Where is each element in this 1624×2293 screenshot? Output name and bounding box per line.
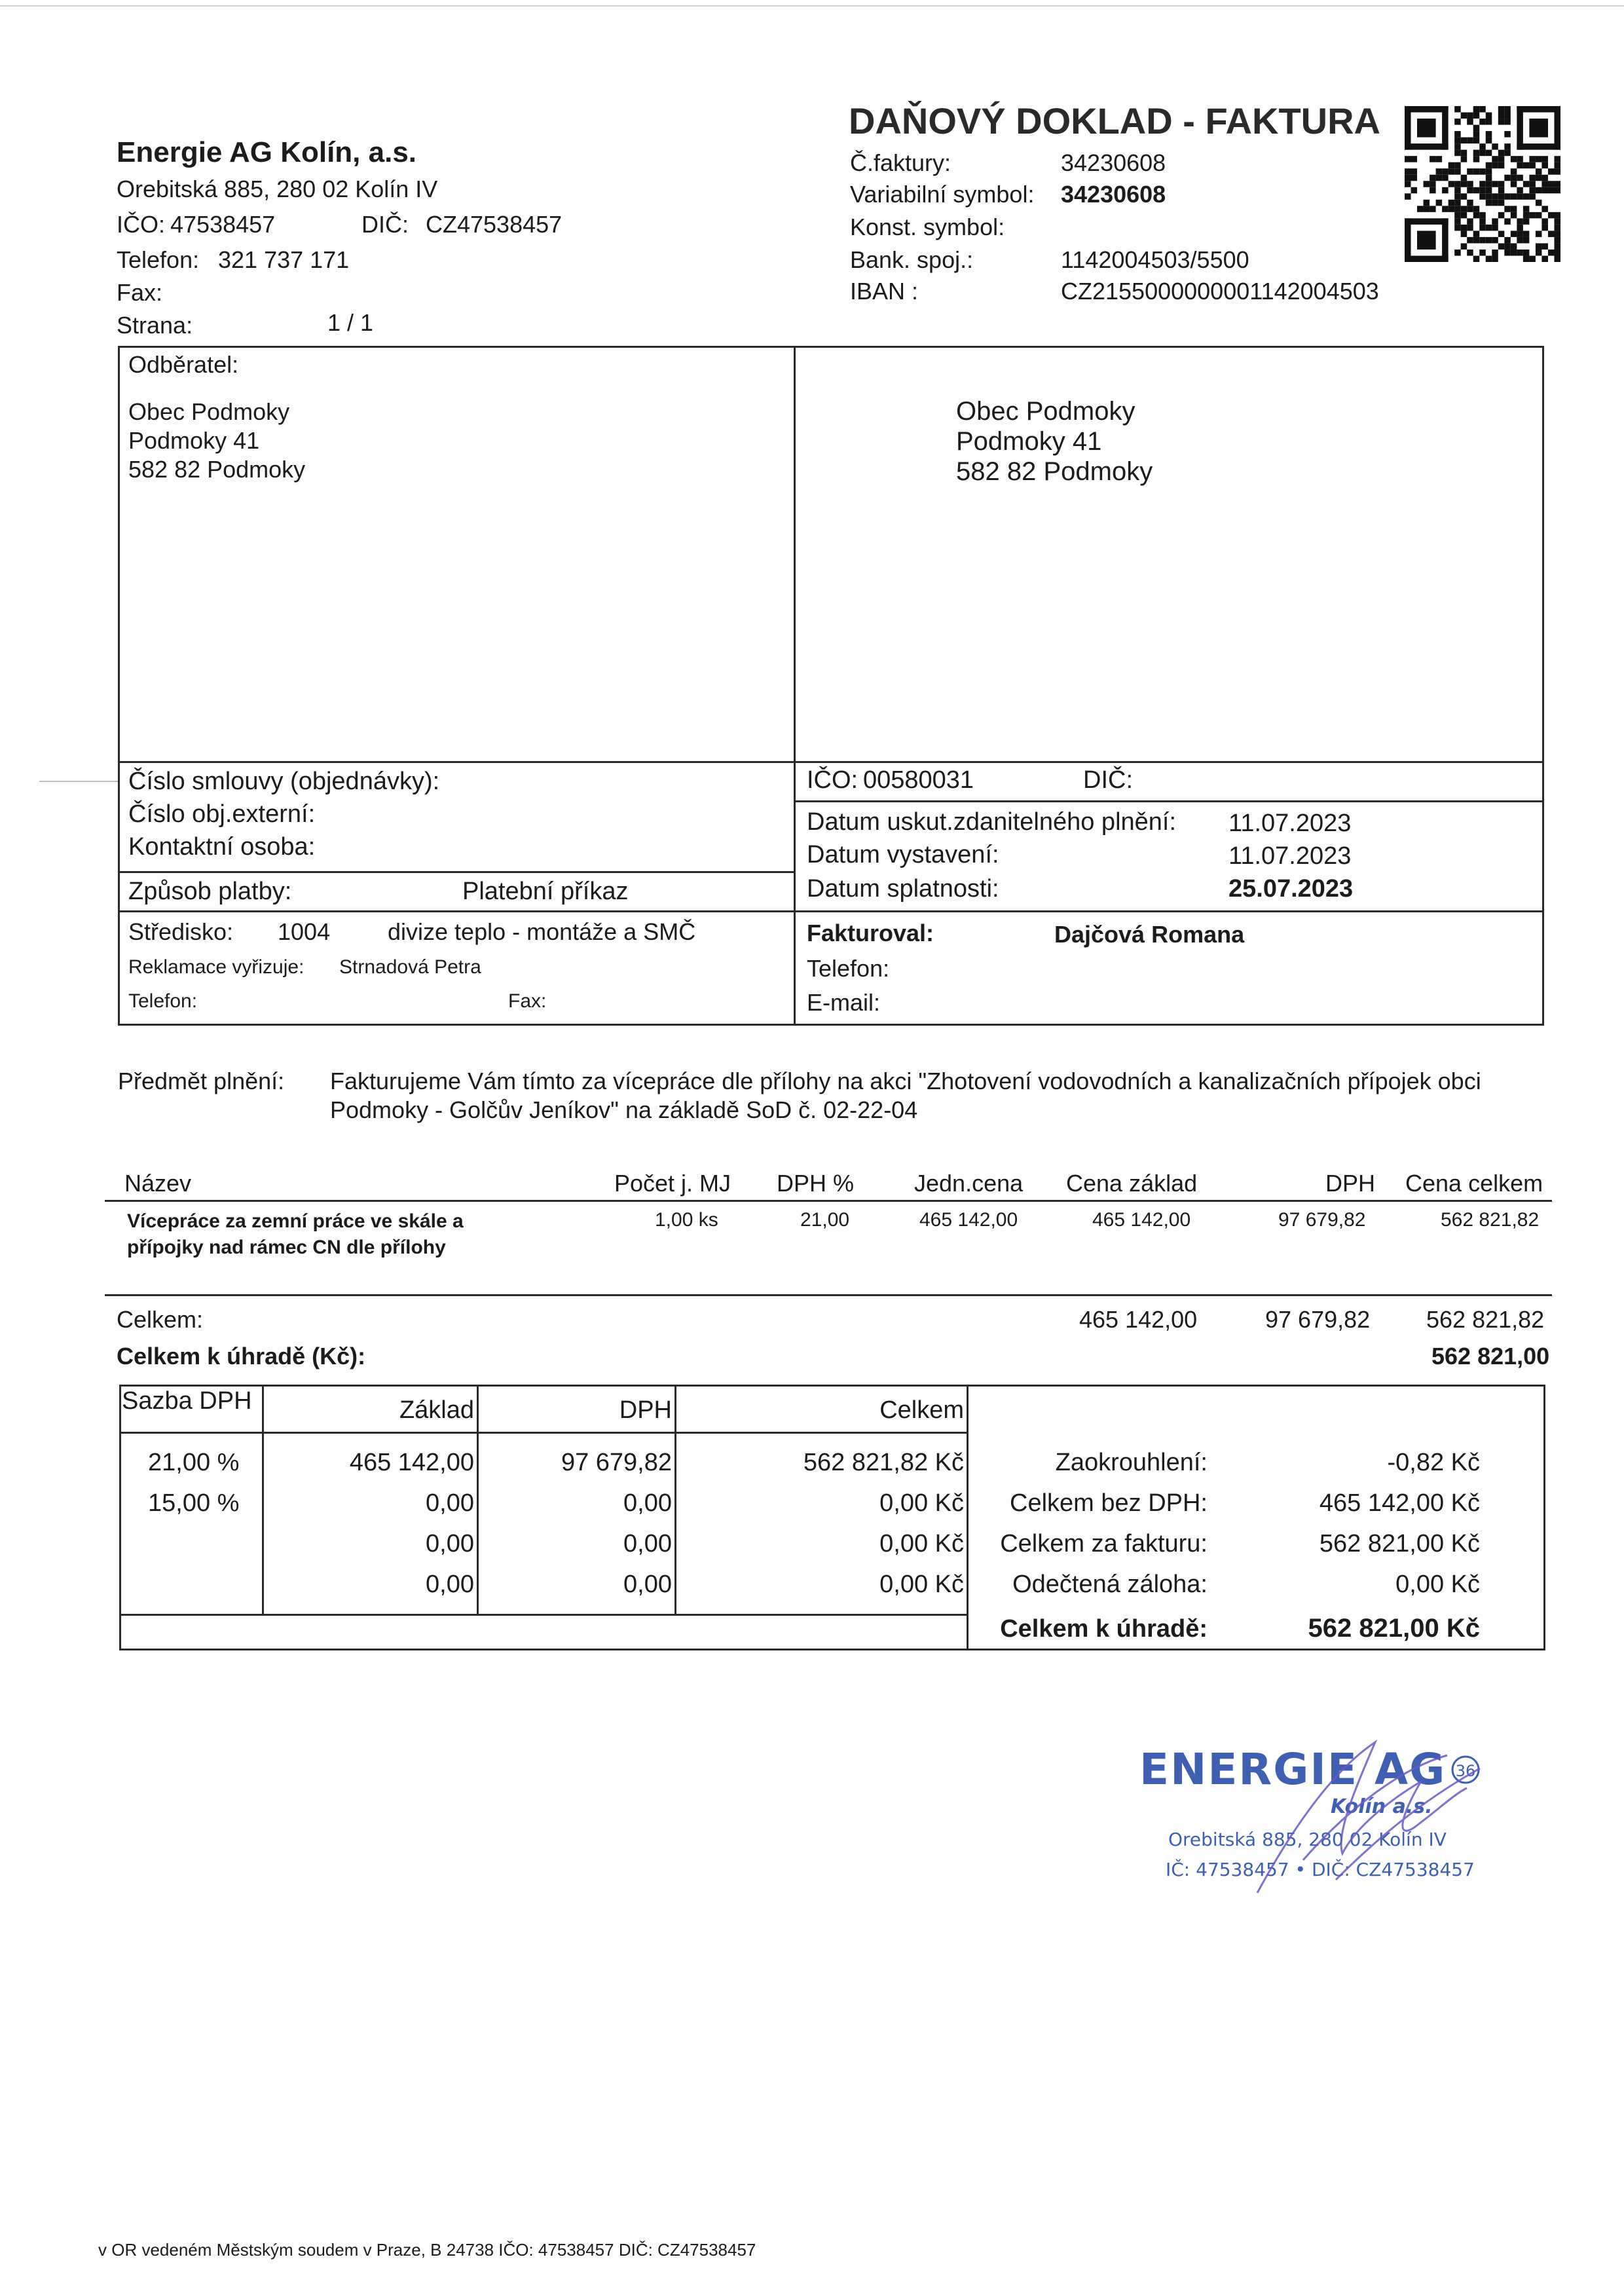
col-qty-header: Počet j. MJ: [614, 1170, 731, 1197]
col-total-header: Cena celkem: [1405, 1170, 1543, 1197]
vat-row-base: 0,00: [426, 1489, 474, 1517]
vat-table-bottom-left-line: [119, 1614, 968, 1616]
contact-label: Kontaktní osoba:: [128, 833, 316, 861]
vat-table-header-line: [119, 1432, 968, 1434]
final-to-pay-value: 562 821,00 Kč: [1308, 1614, 1480, 1643]
supplier-ico: 47538457: [170, 211, 276, 238]
vat-row-vat: 97 679,82: [561, 1449, 672, 1476]
vat-col-divider-4: [967, 1385, 969, 1650]
vat-row-rate: 21,00 %: [148, 1449, 240, 1476]
no-vat-label: Celkem bez DPH:: [1010, 1489, 1208, 1517]
vat-row-rate: 15,00 %: [148, 1489, 240, 1517]
invoice-number: 34230608: [1061, 149, 1166, 176]
center-name: divize teplo - montáže a SMČ: [388, 918, 696, 945]
vat-col-divider-3: [674, 1385, 676, 1615]
subject-line1: Fakturujeme Vám tímto za vícepráce dle přílohy na akci "Zhotovení vodovodních a kanalizačních přípojek obci: [330, 1068, 1481, 1094]
supplier-dic-label: DIČ:: [361, 211, 409, 238]
rounding-label: Zaokrouhlení:: [1055, 1449, 1208, 1476]
footer-registration: v OR vedeném Městským soudem v Praze, B 24738 IČO: 47538457 DIČ: CZ47538457: [98, 2240, 756, 2260]
vat-vat-header: DPH: [619, 1396, 672, 1424]
page-label: Strana:: [117, 312, 193, 339]
col-base-header: Cena základ: [1066, 1170, 1198, 1197]
info-right-sub-line: [794, 800, 1544, 802]
customer-line1: Obec Podmoky: [128, 398, 290, 425]
col-name-header: Název: [124, 1170, 192, 1197]
bank-label: Bank. spoj.:: [850, 246, 974, 273]
left-phone-label: Telefon:: [128, 990, 198, 1012]
right-email-label: E-mail:: [807, 989, 881, 1016]
iban-label: IBAN :: [850, 278, 919, 305]
left-fax-label: Fax:: [508, 990, 547, 1012]
supplier-address: Orebitská 885, 280 02 Kolín IV: [117, 176, 438, 202]
no-vat-value: 465 142,00 Kč: [1319, 1489, 1480, 1517]
vat-row-total: 562 821,82 Kč: [803, 1449, 964, 1476]
item-total: 562 821,82: [1441, 1209, 1540, 1231]
address-left-cut: [39, 781, 118, 782]
variable-symbol: 34230608: [1061, 181, 1166, 208]
vat-row-base: 0,00: [426, 1530, 474, 1557]
bank-account: 1142004503/5500: [1061, 246, 1249, 273]
item-vat-pct: 21,00: [800, 1209, 850, 1231]
invoiced-by-label: Fakturoval:: [807, 920, 934, 946]
supplier-dic: CZ47538457: [426, 211, 563, 238]
center-top-line: [118, 910, 1544, 912]
page-number: 1 / 1: [327, 309, 374, 336]
to-pay-kc-label: Celkem k úhradě (Kč):: [117, 1343, 366, 1370]
invoice-number-label: Č.faktury:: [850, 149, 951, 176]
items-header-line: [105, 1200, 1552, 1202]
vat-rate-header: Sazba DPH: [122, 1387, 252, 1415]
items-total-base: 465 142,00: [1079, 1306, 1198, 1333]
vat-row-total: 0,00 Kč: [879, 1530, 964, 1557]
vat-col-divider-2: [477, 1385, 479, 1615]
variable-symbol-label: Variabilní symbol:: [850, 181, 1035, 208]
vat-row-total: 0,00 Kč: [879, 1489, 964, 1517]
supplier-fax-label: Fax:: [117, 279, 163, 306]
svg-text:Kolín a.s.: Kolín a.s.: [1331, 1795, 1433, 1818]
invoiced-by: Dajčová Romana: [1054, 921, 1245, 948]
contract-label: Číslo smlouvy (objednávky):: [128, 768, 440, 795]
supplier-phone-label: Telefon:: [117, 246, 200, 273]
date-due-label: Datum splatnosti:: [807, 875, 999, 903]
delivery-line2: Podmoky 41: [956, 427, 1102, 456]
top-scan-line: [0, 5, 1624, 7]
customer-line2: Podmoky 41: [128, 427, 260, 454]
vat-row-base: 465 142,00: [349, 1449, 474, 1476]
delivery-line3: 582 82 Podmoky: [956, 457, 1153, 486]
supplier-phone: 321 737 171: [218, 246, 350, 273]
document-title: DAŇOVÝ DOKLAD - FAKTURA: [849, 100, 1380, 141]
svg-text:ENERGIE AG: ENERGIE AG: [1139, 1744, 1447, 1795]
date-issued: 11.07.2023: [1228, 842, 1352, 870]
customer-line3: 582 82 Podmoky: [128, 456, 306, 483]
address-divider: [794, 346, 796, 1026]
to-pay-kc: 562 821,00: [1431, 1343, 1550, 1370]
items-total-label: Celkem:: [117, 1306, 204, 1333]
date-issued-label: Datum vystavení:: [807, 841, 999, 868]
items-total-vat: 97 679,82: [1265, 1306, 1371, 1333]
item-vat: 97 679,82: [1278, 1209, 1366, 1231]
svg-text:36: 36: [1455, 1762, 1476, 1780]
vat-row-total: 0,00 Kč: [879, 1571, 964, 1598]
item-unit-price: 465 142,00: [919, 1209, 1018, 1231]
invoice-total-value: 562 821,00 Kč: [1319, 1530, 1480, 1557]
col-vatpct-header: DPH %: [777, 1170, 855, 1197]
subject-line2: Podmoky - Golčův Jeníkov" na základě SoD č. 02-22-04: [330, 1096, 918, 1123]
center-number: 1004: [278, 918, 331, 945]
col-vat-header: DPH: [1325, 1170, 1376, 1197]
date-taxable: 11.07.2023: [1228, 810, 1352, 837]
ext-order-label: Číslo obj.externí:: [128, 800, 316, 828]
advance-label: Odečtená záloha:: [1012, 1571, 1208, 1598]
customer-ico: 00580031: [863, 766, 974, 794]
delivery-line1: Obec Podmoky: [956, 397, 1135, 426]
item-qty: 1,00 ks: [655, 1209, 718, 1231]
company-stamp: [1139, 1729, 1506, 1926]
subject-label: Předmět plnění:: [118, 1068, 285, 1094]
info-top-line: [118, 761, 1544, 763]
item-name-line1: Vícepráce za zemní práce ve skále a: [127, 1210, 464, 1232]
supplier-ico-label: IČO:: [117, 211, 166, 238]
date-taxable-label: Datum uskut.zdanitelného plnění:: [807, 808, 1177, 836]
vat-total-header: Celkem: [879, 1396, 964, 1424]
items-total-line: [105, 1294, 1552, 1296]
svg-text:IČ: 47538457 • DIČ: CZ47538457: IČ: 47538457 • DIČ: CZ47538457: [1166, 1859, 1475, 1880]
vat-row-vat: 0,00: [623, 1571, 672, 1598]
date-due: 25.07.2023: [1228, 875, 1354, 903]
vat-base-header: Základ: [399, 1396, 474, 1424]
payment-method: Platební příkaz: [462, 878, 629, 905]
items-total-total: 562 821,82: [1426, 1306, 1545, 1333]
col-unitprice-header: Jedn.cena: [914, 1170, 1024, 1197]
vat-row-vat: 0,00: [623, 1489, 672, 1517]
svg-text:Orebitská 885, 280 02 Kolín IV: Orebitská 885, 280 02 Kolín IV: [1168, 1829, 1447, 1850]
supplier-name: Energie AG Kolín, a.s.: [117, 136, 417, 168]
invoice-total-label: Celkem za fakturu:: [1000, 1530, 1208, 1557]
final-to-pay-label: Celkem k úhradě:: [1000, 1615, 1208, 1643]
constant-symbol-label: Konst. symbol:: [850, 214, 1005, 240]
payment-top-line: [118, 871, 794, 873]
item-name-line2: přípojky nad rámec CN dle přílohy: [127, 1237, 446, 1258]
customer-ico-label: IČO:: [807, 766, 858, 794]
customer-label: Odběratel:: [128, 351, 239, 378]
right-phone-label: Telefon:: [807, 955, 890, 982]
rounding-value: -0,82 Kč: [1387, 1449, 1480, 1476]
qr-code-icon: [1400, 106, 1565, 262]
customer-dic-label: DIČ:: [1083, 766, 1133, 794]
payment-label: Způsob platby:: [128, 878, 292, 905]
advance-value: 0,00 Kč: [1395, 1571, 1480, 1598]
vat-row-base: 0,00: [426, 1571, 474, 1598]
item-base: 465 142,00: [1092, 1209, 1191, 1231]
complaints-label: Reklamace vyřizuje:: [128, 956, 304, 978]
vat-row-vat: 0,00: [623, 1530, 672, 1557]
complaints-person: Strnadová Petra: [339, 956, 481, 978]
center-label: Středisko:: [128, 918, 234, 945]
iban: CZ2155000000001142004503: [1061, 278, 1379, 305]
